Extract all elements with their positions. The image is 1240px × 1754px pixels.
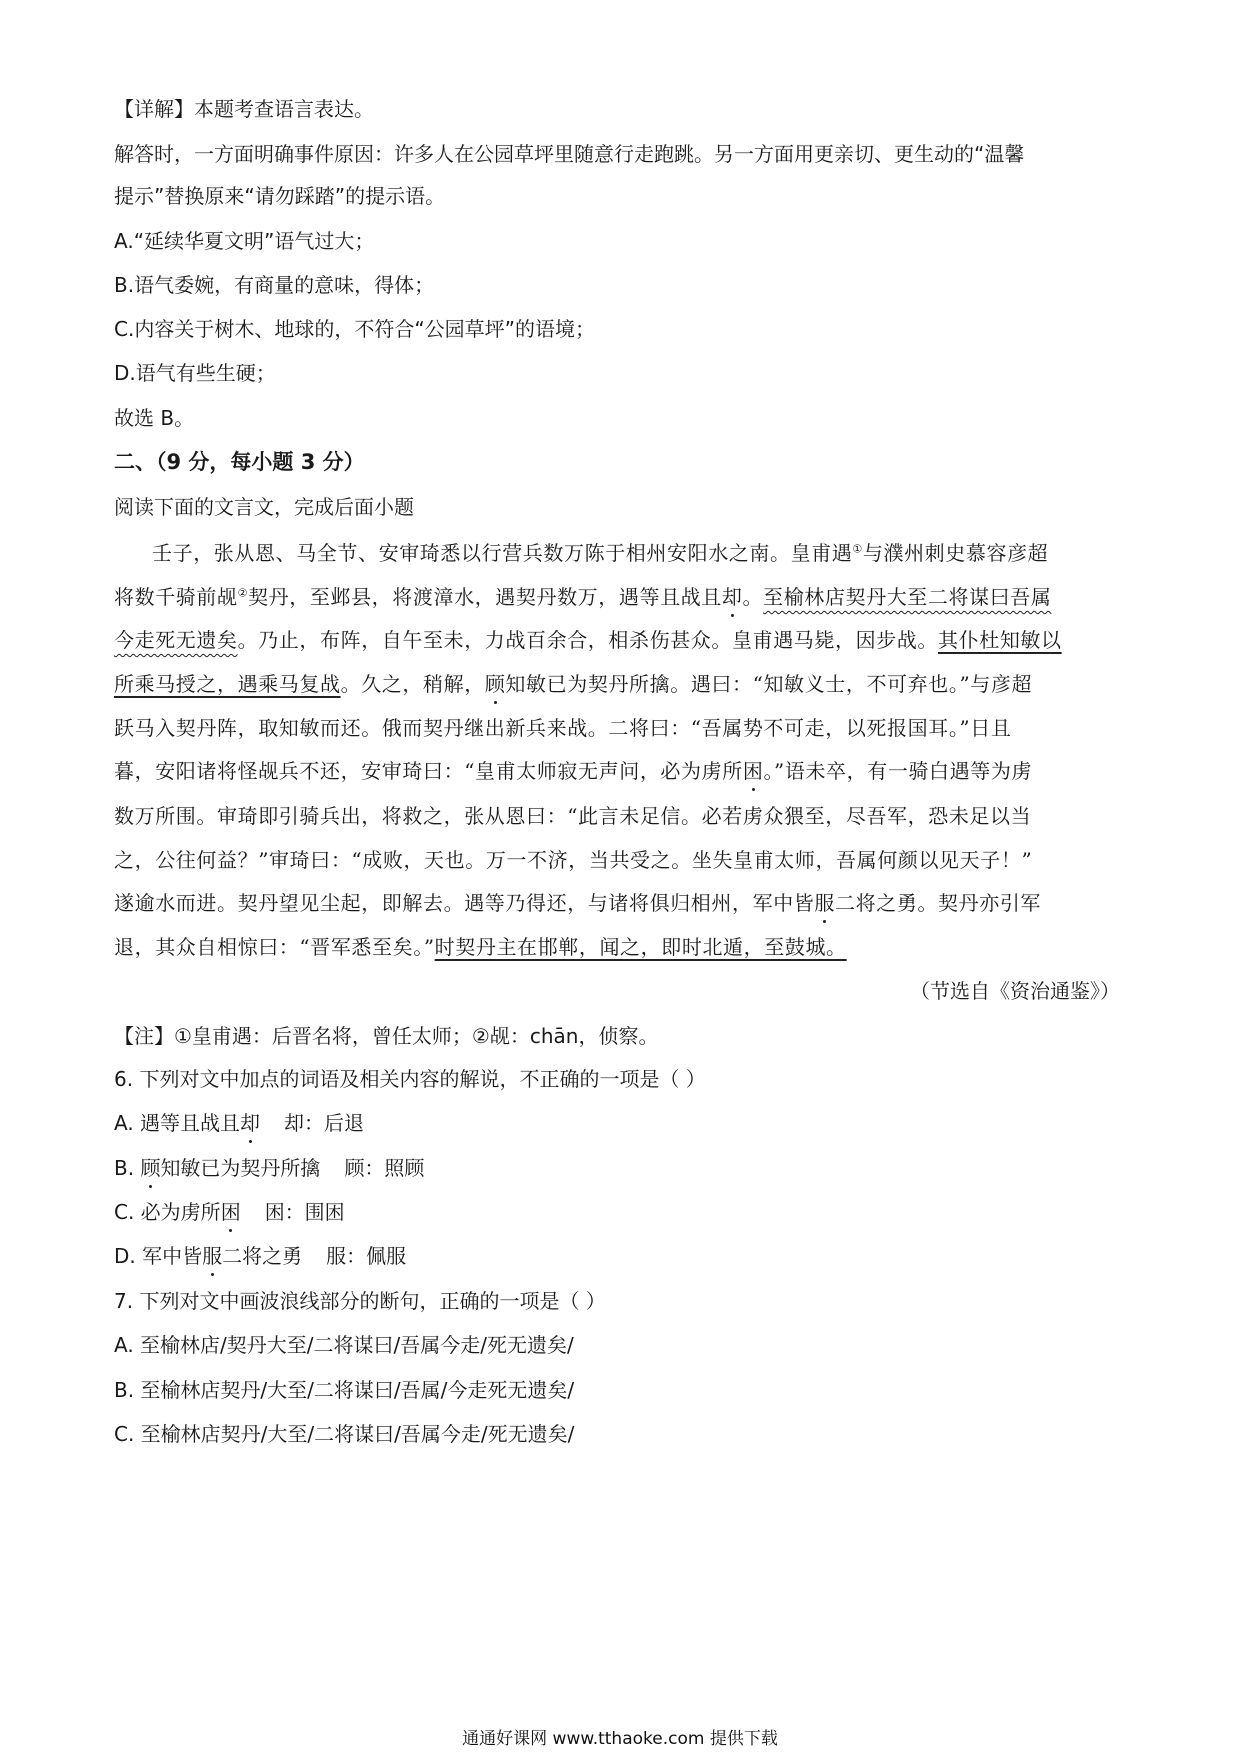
passage-line-6: 暮，安阳诸将怪觇兵不还，安审琦曰：“皇甫太师寂无声问，必为虏所困。”语未卒，有一骑白遇等为虏 [114,759,1033,783]
question-6-option-b: B. 顾知敏已为契丹所擒 顾：照顾 [114,1156,425,1180]
question-7-stem: 7. 下列对文中画波浪线部分的断句，正确的一项是（ ） [114,1289,606,1313]
dotted-word-que: 却 [240,1111,261,1135]
dotted-word-kun: 困 [742,759,764,783]
section-heading: 二、（9 分，每小题 3 分） [114,450,365,474]
dotted-word-fu: 服 [814,891,836,915]
straight-underline-segment: 其仆杜知敏以 [938,628,1062,652]
straight-underline-segment: 所乘马授之，遇乘马复战 [114,672,341,696]
footnote-marker-2: ② [237,586,249,600]
question-6-stem: 6. 下列对文中加点的词语及相关内容的解说，不正确的一项是（ ） [114,1067,706,1091]
footnote-marker-1: ① [852,542,863,556]
question-6-option-c: C. 必为虏所困 困：围困 [114,1200,345,1224]
question-6-option-a: A. 遇等且战且却 却：后退 [114,1111,365,1135]
answer-choice: 故选 B。 [114,406,195,430]
page-footer: 通通好课网 www.tthaoke.com 提供下载 [462,1729,778,1749]
passage-line-4: 所乘马授之，遇乘马复战。久之，稍解，顾知敏已为契丹所擒。遇曰：“知敏义士，不可弃也。”与彦超 [114,672,1033,696]
answer-option-d: D.语气有些生硬； [114,361,276,385]
wavy-underline-segment: 至榆林店契丹大至二将谋曰吾属 [763,585,1052,609]
dotted-word-fu: 服 [202,1244,223,1268]
passage-line-10: 退，其众自相惊曰：“晋军悉至矣。”时契丹主在邯郸，闻之，即时北遁，至鼓城。 [114,935,847,959]
passage-line-7: 数万所围。审琦即引骑兵出，将救之，张从恩曰：“此言未足信。必若虏众猥至，尽吾军，恐未足以当 [114,804,1032,828]
passage-line-5: 跃马入契丹阵，取知敏而还。俄而契丹继出新兵来战。二将曰：“吾属势不可走，以死报国耳。”日且 [114,716,1012,740]
annotation-note: 【注】①皇甫遇：后晋名将，曾任太师；②觇：chān，侦察。 [114,1024,659,1048]
dotted-word-kun: 困 [220,1200,241,1224]
answer-explain-line-1: 解答时，一方面明确事件原因：许多人在公园草坪里随意行走跑跳。另一方面用更亲切、更生动的“温馨 [114,142,1025,166]
answer-option-c: C.内容关于树木、地球的，不符合“公园草坪”的语境； [114,317,596,341]
answer-detail: 【详解】本题考查语言表达。 [114,97,374,121]
section-instruction: 阅读下面的文言文，完成后面小题 [114,495,414,519]
passage-line-3: 今走死无遗矣。乃止，布阵，自午至未，力战百余合，相杀伤甚众。皇甫遇马毙，因步战。其仆杜知敏以 [114,628,1062,652]
passage-line-1: 壬子，张从恩、马全节、安审琦悉以行营兵数万陈于相州安阳水之南。皇甫遇①与濮州刺史慕容彦超 [152,541,1049,565]
answer-option-a: A.“延续华夏文明”语气过大； [114,229,375,253]
question-7-option-a: A. 至榆林店/契丹大至/二将谋曰/吾属今走/死无遗矣/ [114,1333,574,1357]
passage-line-2: 将数千骑前觇②契丹，至邺县，将渡漳水，遇契丹数万，遇等且战且却。至榆林店契丹大至二将谋曰吾属 [114,585,1052,609]
dotted-word-gu: 顾 [140,1156,161,1180]
passage-line-9: 遂逾水而进。契丹望见尘起，即解去。遇等乃得还，与诸将俱归相州，军中皆服二将之勇。契丹亦引军 [114,891,1042,915]
wavy-underline-segment: 今走死无遗矣 [114,628,238,652]
dotted-word-gu: 顾 [484,672,506,696]
answer-option-b: B.语气委婉，有商量的意味，得体； [114,273,435,297]
passage-source: （节选自《资治通鉴》） [910,979,1120,1003]
straight-underline-segment: 时契丹主在邯郸，闻之，即时北遁，至鼓城。 [434,935,847,959]
question-7-option-b: B. 至榆林店契丹/大至/二将谋曰/吾属/今走死无遗矣/ [114,1378,575,1402]
question-7-option-c: C. 至榆林店契丹/大至/二将谋曰/吾属今走/死无遗矣/ [114,1422,575,1446]
question-6-option-d: D. 军中皆服二将之勇 服：佩服 [114,1244,407,1268]
dotted-word-que: 却 [721,585,743,609]
passage-line-8: 之，公往何益？”审琦曰：“成败，天也。万一不济，当共受之。坐失皇甫太师，吾属何颜以见天子！” [114,848,1033,872]
answer-explain-line-2: 提示”替换原来“请勿踩踏”的提示语。 [114,184,446,208]
